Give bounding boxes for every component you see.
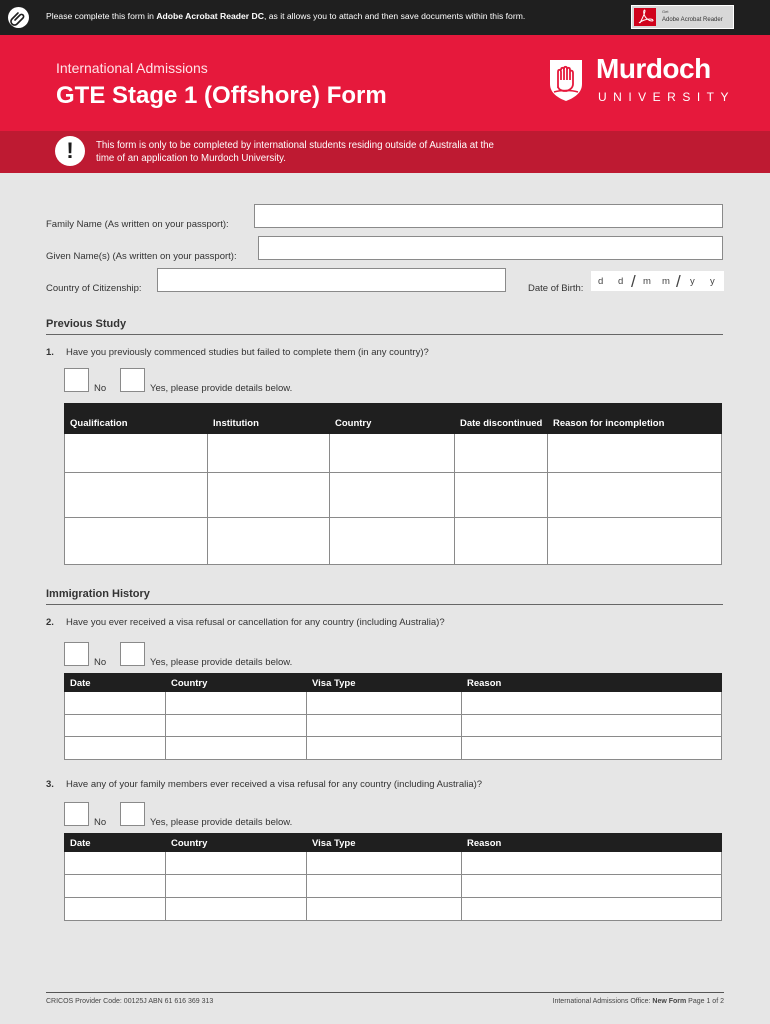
- table-row: [65, 875, 722, 898]
- table-row: [65, 715, 722, 737]
- cricos-text: CRICOS Provider Code: 00125J ABN 61 616 369 313: [46, 998, 214, 1005]
- visa-refusal-table: [64, 673, 722, 760]
- table-cell[interactable]: [455, 518, 548, 565]
- table-cell[interactable]: [462, 852, 722, 875]
- q3-no-checkbox[interactable]: [64, 802, 89, 826]
- table-cell[interactable]: [462, 737, 722, 760]
- table-row: [65, 852, 722, 875]
- dob-day-digit: d: [618, 276, 624, 287]
- table-cell[interactable]: [65, 898, 166, 921]
- q3-yes-checkbox[interactable]: [120, 802, 145, 826]
- dob-year-digit: y: [710, 276, 715, 287]
- form-header: [0, 35, 770, 131]
- dob-separator: /: [631, 272, 636, 291]
- acrobat-logo-icon: [634, 8, 656, 26]
- column-header: Reason: [462, 834, 722, 852]
- table-row: [65, 737, 722, 760]
- q1-no-checkbox[interactable]: [64, 368, 89, 392]
- column-header: Institution: [208, 404, 330, 434]
- table-cell[interactable]: [65, 737, 166, 760]
- university-wordmark: UNIVERSITY: [598, 90, 736, 104]
- acrobat-name-label: Adobe Acrobat Reader: [662, 17, 723, 23]
- family-name-field[interactable]: [254, 204, 723, 228]
- table-cell[interactable]: [65, 518, 208, 565]
- column-header: Reason: [462, 674, 722, 692]
- murdoch-wordmark: Murdoch: [596, 53, 711, 84]
- table-row: [65, 434, 722, 473]
- table-cell[interactable]: [548, 434, 722, 473]
- table-cell[interactable]: [307, 898, 462, 921]
- paperclip-icon: [8, 7, 29, 28]
- table-header-row: [65, 834, 722, 852]
- table-cell[interactable]: [462, 875, 722, 898]
- given-name-label: Given Name(s) (As written on your passport):: [46, 251, 237, 262]
- table-cell[interactable]: [65, 852, 166, 875]
- question-1: 1. Have you previously commenced studies but failed to complete them (in any country)?: [46, 347, 429, 358]
- table-cell[interactable]: [330, 434, 455, 473]
- page-info: International Admissions Office: New Form Page 1 of 2: [552, 998, 724, 1005]
- table-cell[interactable]: [65, 434, 208, 473]
- q2-no-label: No: [94, 657, 107, 668]
- table-row: [65, 473, 722, 518]
- column-header: Country: [166, 834, 307, 852]
- dob-separator: /: [676, 272, 681, 291]
- citizenship-label: Country of Citizenship:: [46, 283, 142, 294]
- column-header: Country: [330, 404, 455, 434]
- table-cell[interactable]: [166, 898, 307, 921]
- table-cell[interactable]: [455, 473, 548, 518]
- column-header: Visa Type: [307, 834, 462, 852]
- table-cell[interactable]: [208, 473, 330, 518]
- previous-study-heading: Previous Study: [46, 318, 127, 330]
- table-header-row: [65, 674, 722, 692]
- table-cell[interactable]: [307, 875, 462, 898]
- immigration-heading: Immigration History: [46, 588, 150, 600]
- dob-month-digit: m: [643, 276, 651, 287]
- exclamation-icon: !: [55, 136, 85, 166]
- table-row: [65, 898, 722, 921]
- given-name-field[interactable]: [258, 236, 723, 260]
- table-cell[interactable]: [208, 518, 330, 565]
- table-cell[interactable]: [65, 715, 166, 737]
- column-header: Visa Type: [307, 674, 462, 692]
- table-cell[interactable]: [307, 852, 462, 875]
- table-cell[interactable]: [208, 434, 330, 473]
- table-cell[interactable]: [307, 692, 462, 715]
- column-header: Date: [65, 674, 166, 692]
- table-cell[interactable]: [548, 518, 722, 565]
- table-cell[interactable]: [166, 875, 307, 898]
- table-cell[interactable]: [166, 737, 307, 760]
- column-header: Date: [65, 834, 166, 852]
- acrobat-get-label: Get: [662, 9, 669, 14]
- top-notice-bar: [0, 0, 770, 35]
- family-name-label: Family Name (As written on your passport):: [46, 219, 229, 230]
- table-cell[interactable]: [330, 473, 455, 518]
- table-cell[interactable]: [330, 518, 455, 565]
- column-header: Qualification: [65, 404, 208, 434]
- table-cell[interactable]: [65, 875, 166, 898]
- q2-yes-label: Yes, please provide details below.: [150, 657, 293, 668]
- table-cell[interactable]: [462, 898, 722, 921]
- notice-text: This form is only to be completed by international students residing outside of Australia at the time of an application to Murdoch University.: [96, 140, 494, 164]
- table-cell[interactable]: [307, 737, 462, 760]
- q1-no-label: No: [94, 383, 107, 394]
- q2-no-checkbox[interactable]: [64, 642, 89, 666]
- column-header: Country: [166, 674, 307, 692]
- q3-yes-label: Yes, please provide details below.: [150, 817, 293, 828]
- footer-divider: [46, 992, 724, 993]
- table-cell[interactable]: [548, 473, 722, 518]
- form-title: GTE Stage 1 (Offshore) Form: [56, 82, 387, 109]
- get-acrobat-reader-button[interactable]: [631, 5, 734, 29]
- family-visa-refusal-table: [64, 833, 722, 921]
- column-header: Reason for incompletion: [548, 404, 722, 434]
- question-2: 2. Have you ever received a visa refusal or cancellation for any country (including Australia)?: [46, 617, 445, 628]
- table-cell[interactable]: [307, 715, 462, 737]
- table-cell[interactable]: [166, 852, 307, 875]
- date-of-birth-field[interactable]: [591, 271, 724, 291]
- table-cell[interactable]: [65, 692, 166, 715]
- citizenship-field[interactable]: [157, 268, 506, 292]
- table-row: [65, 518, 722, 565]
- dob-label: Date of Birth:: [528, 283, 584, 294]
- table-row: [65, 692, 722, 715]
- table-cell[interactable]: [65, 473, 208, 518]
- table-header-row: [65, 404, 722, 434]
- header-subtitle: International Admissions: [56, 60, 208, 76]
- murdoch-shield-logo: [547, 58, 585, 102]
- table-cell[interactable]: [166, 715, 307, 737]
- table-cell[interactable]: [462, 692, 722, 715]
- table-cell[interactable]: [462, 715, 722, 737]
- column-header: Date discontinued: [455, 404, 548, 434]
- q2-yes-checkbox[interactable]: [120, 642, 145, 666]
- table-cell[interactable]: [166, 692, 307, 715]
- section-divider: [46, 604, 723, 605]
- section-divider: [46, 334, 723, 335]
- dob-day-digit: d: [598, 276, 604, 287]
- q1-yes-checkbox[interactable]: [120, 368, 145, 392]
- question-3: 3. Have any of your family members ever received a visa refusal for any country (including Australia)?: [46, 779, 483, 790]
- previous-study-table: [64, 403, 722, 565]
- table-cell[interactable]: [455, 434, 548, 473]
- acrobat-instruction: Please complete this form in Adobe Acrobat Reader DC, as it allows you to attach and then save documents within this form.: [46, 11, 526, 21]
- dob-year-digit: y: [690, 276, 695, 287]
- q1-yes-label: Yes, please provide details below.: [150, 383, 293, 394]
- eligibility-notice: [0, 131, 770, 173]
- q3-no-label: No: [94, 817, 107, 828]
- dob-month-digit: m: [662, 276, 670, 287]
